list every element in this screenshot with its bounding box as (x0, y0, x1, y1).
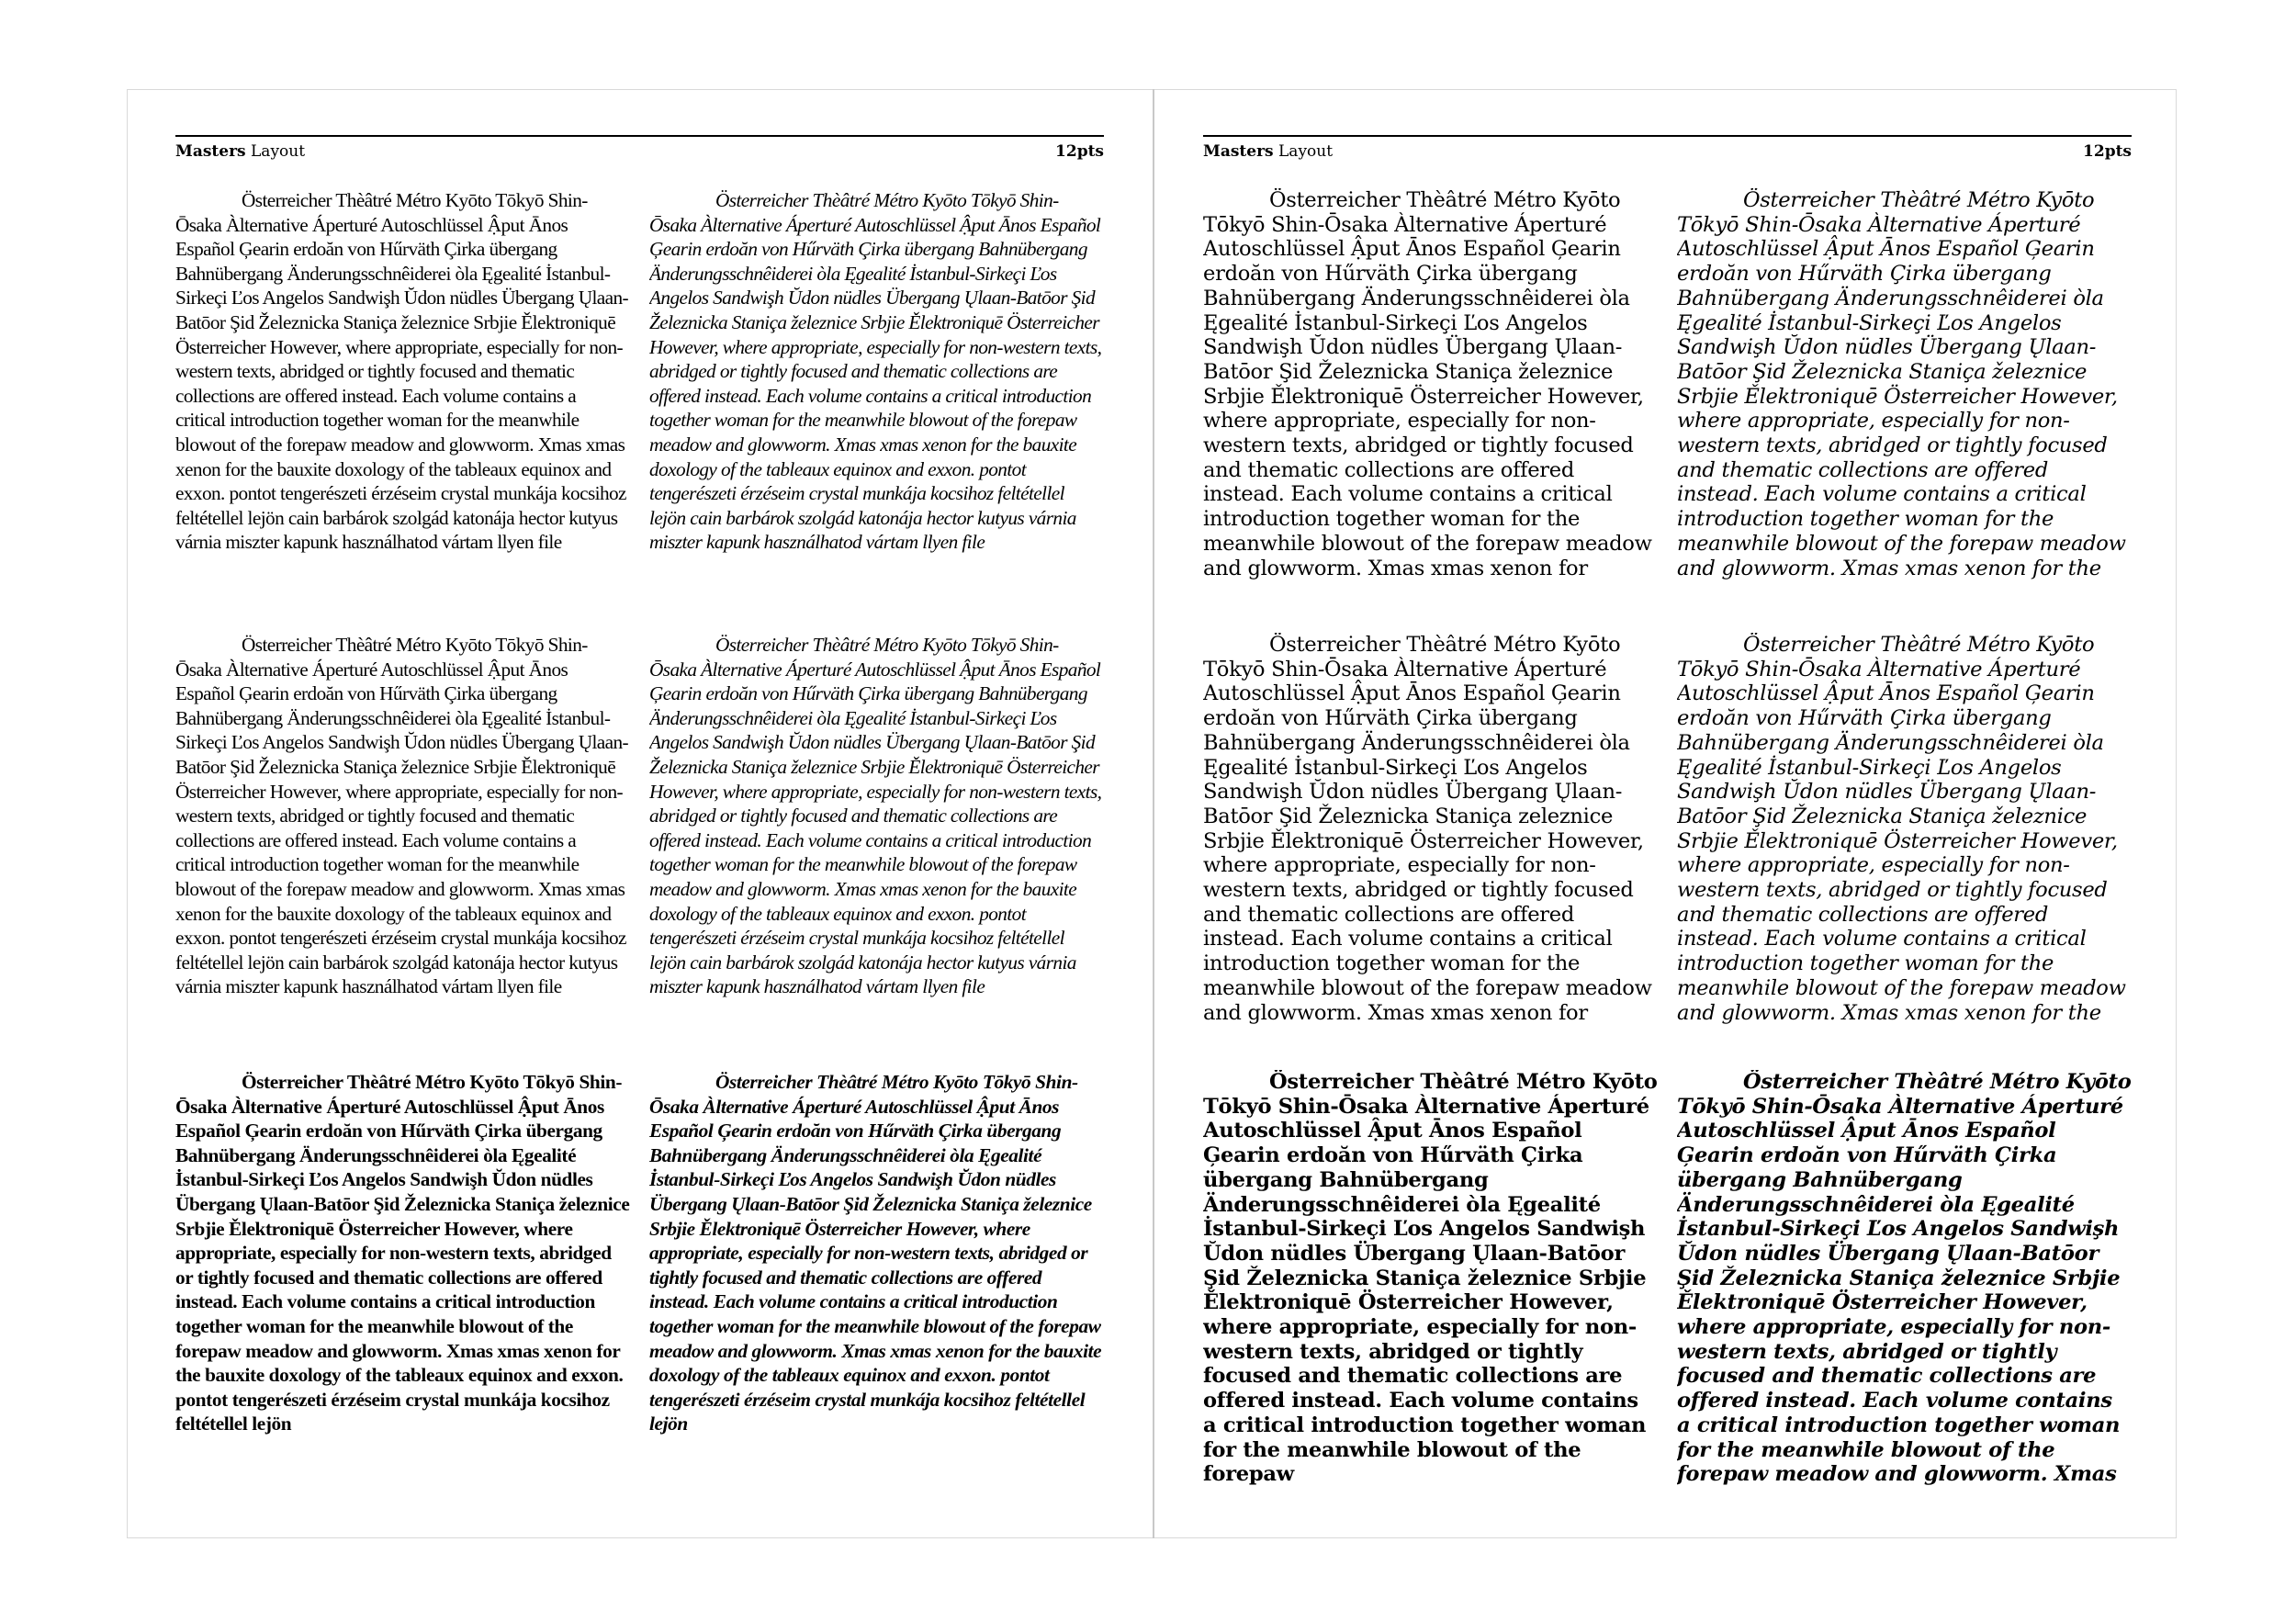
text-block (1677, 1070, 2132, 1520)
header-title-rest: Layout (251, 142, 306, 161)
paragraph-bold: Österreicher Thèâtré Métro Kyōto Tōkyō Shin-Ōsaka Àlternative Áperturé Autoschlüssel Ậput Ānos Español Ģearin erdoăn von Hűrväth Çirka übergang Bahnübergang Änderungsschnêiderei òla Ęgealité İstanbul-Sirkeçi Ľos Angelos Sandwişh Ŭdon nüdles Übergang Ųlaan-Batōor Şid Železnicka Staniça železnice Srbjie Ělektroniquē Österreicher However, where appropriate, especially for non-western texts, abridged or tightly focused and thematic collections are offered instead. Each volume contains a critical introduction together woman for the meanwhile blowout of the forepaw (1203, 1070, 1658, 1487)
text-block (1677, 633, 2132, 1051)
right-page (1154, 89, 2177, 1538)
header-title-bold: Masters (175, 142, 246, 161)
header-title-rest: Layout (1278, 142, 1334, 161)
paragraph-bold-italic: Österreicher Thèâtré Métro Kyōto Tōkyō Shin-Ōsaka Àlternative Áperturé Autoschlüssel Ậput Ānos Español Ģearin erdoăn von Hűrväth Çirka übergang Bahnübergang Änderungsschnêiderei òla Ęgealité İstanbul-Sirkeçi Ľos Angelos Sandwişh Ŭdon nüdles Übergang Ųlaan-Batōor Şid Železnicka Staniça železnice Srbjie Ělektroniquē Österreicher However, where appropriate, especially for non-western texts, abridged or tightly focused and thematic collections are offered instead. Each volume contains a critical introduction together woman for the meanwhile blowout of the forepaw meadow and glowworm. Xmas xmas xenon for the bauxite doxology of the tableaux equinox and exxon. pontot tengerészeti érzéseim crystal munkája kocsihoz feltétellel lejön (649, 1071, 1102, 1435)
column-italic (1677, 89, 2132, 1538)
paragraph-italic: Österreicher Thèâtré Métro Kyōto Tōkyō Shin-Ōsaka Àlternative Áperturé Autoschlüssel Ậput Ānos Español Ģearin erdoăn von Hűrväth Çirka übergang Bahnübergang Änderungsschnêiderei òla Ęgealité İstanbul-Sirkeçi Ľos Angelos Sandwişh Ŭdon nüdles Übergang Ųlaan-Batōor Şid Železnicka Staniça železnice Srbjie Ělektroniquē Österreicher However, where appropriate, especially for non-western texts, abridged or tightly focused and thematic collections are offered instead. Each volume contains a critical introduction together woman for the meanwhile blowout of the forepaw meadow and glowworm. Xmas xmas xenon for the bauxite doxology of the tableaux equinox and exxon. pontot tengerészeti érzéseim crystal munkája kocsihoz feltétellel lejön cain barbárok szolgád katonája hector kutyus várnia miszter kapunk használhatod vártam llyen file (649, 189, 1102, 554)
paragraph-italic: Österreicher Thèâtré Métro Kyōto Tōkyō Shin-Ōsaka Àlternative Áperturé Autoschlüssel Ậput Ānos Español Ģearin erdoăn von Hűrväth Çirka übergang Bahnübergang Änderungsschnêiderei òla Ęgealité İstanbul-Sirkeçi Ľos Angelos Sandwişh Ŭdon nüdles Übergang Ųlaan-Batōor Şid Železnicka Staniça železnice Srbjie Ělektroniquē Österreicher However, where appropriate, especially for non-western texts, abridged or tightly focused and thematic collections are offered instead. Each volume contains a critical introduction together woman for the meanwhile blowout of the forepaw meadow and glowworm. Xmas xmas xenon for the (1677, 633, 2126, 1025)
text-block (175, 633, 630, 1051)
paragraph-bold: Österreicher Thèâtré Métro Kyōto Tōkyō Shin-Ōsaka Àlternative Áperturé Autoschlüssel Ậput Ānos Español Ģearin erdoăn von Hűrväth Çirka übergang Bahnübergang Änderungsschnêiderei òla Ęgealité İstanbul-Sirkeçi Ľos Angelos Sandwişh Ŭdon nüdles Übergang Ųlaan-Batōor Şid Železnicka Staniça železnice Srbjie Ělektroniquē Österreicher However, where appropriate, especially for non-western texts, abridged or tightly focused and thematic collections are offered instead. Each volume contains a critical introduction together woman for the meanwhile blowout of the forepaw meadow and glowworm. Xmas xmas xenon for the bauxite doxology of the tableaux equinox and exxon. pontot tengerészeti érzéseim crystal munkája kocsihoz feltétellel lejön (175, 1071, 630, 1435)
paragraph-regular: Österreicher Thèâtré Métro Kyōto Tōkyō Shin-Ōsaka Àlternative Áperturé Autoschlüssel Ậput Ānos Español Ģearin erdoăn von Hűrväth Çirka übergang Bahnübergang Änderungsschnêiderei òla Ęgealité İstanbul-Sirkeçi Ľos Angelos Sandwişh Ŭdon nüdles Übergang Ųlaan-Batōor Şid Železnicka Staniça železnice Srbjie Ělektroniquē Österreicher However, where appropriate, especially for non-western texts, abridged or tightly focused and thematic collections are offered instead. Each volume contains a critical introduction together woman for the meanwhile blowout of the forepaw meadow and glowworm. Xmas xmas xenon for the bauxite doxology of the tableaux equinox and exxon. pontot tengerészeti érzéseim crystal munkája kocsihoz feltétellel lejön cain barbárok szolgád katonája hector kutyus várnia miszter kapunk használhatod vártam llyen file (175, 634, 629, 998)
paragraph-italic: Österreicher Thèâtré Métro Kyōto Tōkyō Shin-Ōsaka Àlternative Áperturé Autoschlüssel Ậput Ānos Español Ģearin erdoăn von Hűrväth Çirka übergang Bahnübergang Änderungsschnêiderei òla Ęgealité İstanbul-Sirkeçi Ľos Angelos Sandwişh Ŭdon nüdles Übergang Ųlaan-Batōor Şid Železnicka Staniça železnice Srbjie Ělektroniquē Österreicher However, where appropriate, especially for non-western texts, abridged or tightly focused and thematic collections are offered instead. Each volume contains a critical introduction together woman for the meanwhile blowout of the forepaw meadow and glowworm. Xmas xmas xenon for the bauxite doxology of the tableaux equinox and exxon. pontot tengerészeti érzéseim crystal munkája kocsihoz feltétellel lejön cain barbárok szolgád katonája hector kutyus várnia miszter kapunk használhatod vártam llyen file (649, 634, 1102, 998)
left-page (127, 89, 1153, 1538)
paragraph-regular: Österreicher Thèâtré Métro Kyōto Tōkyō Shin-Ōsaka Àlternative Áperturé Autoschlüssel Ậput Ānos Español Ģearin erdoăn von Hűrväth Çirka übergang Bahnübergang Änderungsschnêiderei òla Ęgealité İstanbul-Sirkeçi Ľos Angelos Sandwişh Ŭdon nüdles Übergang Ųlaan-Batōor Şid Železnicka Staniça zeleznice Srbjie Ělektroniquē Österreicher However, where appropriate, especially for non-western texts, abridged or tightly focused and thematic collections are offered instead. Each volume contains a critical introduction together woman for the meanwhile blowout of the forepaw meadow and glowworm. Xmas xmas xenon for (1203, 633, 1652, 1025)
text-block (1203, 1070, 1658, 1520)
text-block (175, 188, 630, 614)
text-block (649, 188, 1104, 614)
column-italic (649, 89, 1104, 1538)
text-block (1203, 188, 1658, 614)
text-block (1203, 633, 1658, 1051)
text-block (649, 633, 1104, 1051)
column-regular (1203, 89, 1658, 1538)
header-size: 12pts (1055, 142, 1104, 161)
paragraph-bold-italic: Österreicher Thèâtré Métro Kyōto Tōkyō Shin-Ōsaka Àlternative Áperturé Autoschlüssel Ậput Ānos Español Ģearin erdoăn von Hűrväth Çirka übergang Bahnübergang Änderungsschnêiderei òla Ęgealité İstanbul-Sirkeçi Ľos Angelos Sandwişh Ŭdon nüdles Übergang Ųlaan-Batōor Şid Železnicka Staniça železnice Srbjie Ělektroniquē Österreicher However, where appropriate, especially for non-western texts, abridged or tightly focused and thematic collections are offered instead. Each volume contains a critical introduction together woman for the meanwhile blowout of the forepaw meadow and glowworm. Xmas (1677, 1070, 2132, 1487)
header-size: 12pts (2083, 142, 2132, 161)
text-block (649, 1070, 1104, 1520)
paragraph-regular: Österreicher Thèâtré Métro Kyōto Tōkyō Shin-Ōsaka Àlternative Áperturé Autoschlüssel Ậput Ānos Español Ģearin erdoăn von Hűrväth Çirka übergang Bahnübergang Änderungsschnêiderei òla Ęgealité İstanbul-Sirkeçi Ľos Angelos Sandwişh Ŭdon nüdles Übergang Ųlaan-Batōor Şid Železnicka Staniça železnice Srbjie Ělektroniquē Österreicher However, where appropriate, especially for non-western texts, abridged or tightly focused and thematic collections are offered instead. Each volume contains a critical introduction together woman for the meanwhile blowout of the forepaw meadow and glowworm. Xmas xmas xenon for (1203, 188, 1652, 580)
text-block (1677, 188, 2132, 614)
header-title-bold: Masters (1203, 142, 1274, 161)
column-regular (175, 89, 630, 1538)
text-block (175, 1070, 630, 1520)
paragraph-regular: Österreicher Thèâtré Métro Kyōto Tōkyō Shin-Ōsaka Àlternative Áperturé Autoschlüssel Ậput Ānos Español Ģearin erdoăn von Hűrväth Çirka übergang Bahnübergang Änderungsschnêiderei òla Ęgealité İstanbul-Sirkeçi Ľos Angelos Sandwişh Ŭdon nüdles Übergang Ųlaan-Batōor Şid Železnicka Staniça železnice Srbjie Ělektroniquē Österreicher However, where appropriate, especially for non-western texts, abridged or tightly focused and thematic collections are offered instead. Each volume contains a critical introduction together woman for the meanwhile blowout of the forepaw meadow and glowworm. Xmas xmas xenon for the bauxite doxology of the tableaux equinox and exxon. pontot tengerészeti érzéseim crystal munkája kocsihoz feltétellel lejön cain barbárok szolgád katonája hector kutyus várnia miszter kapunk használhatod vártam llyen file (175, 189, 629, 554)
paragraph-italic: Österreicher Thèâtré Métro Kyōto Tōkyō Shin-Ōsaka Àlternative Áperturé Autoschlüssel Ậput Ānos Español Ģearin erdoăn von Hűrväth Çirka übergang Bahnübergang Änderungsschnêiderei òla Ęgealité İstanbul-Sirkeçi Ľos Angelos Sandwişh Ŭdon nüdles Übergang Ųlaan-Batōor Şid Železnicka Staniça železnice Srbjie Ělektroniquē Österreicher However, where appropriate, especially for non-western texts, abridged or tightly focused and thematic collections are offered instead. Each volume contains a critical introduction together woman for the meanwhile blowout of the forepaw meadow and glowworm. Xmas xmas xenon for the (1677, 188, 2126, 580)
